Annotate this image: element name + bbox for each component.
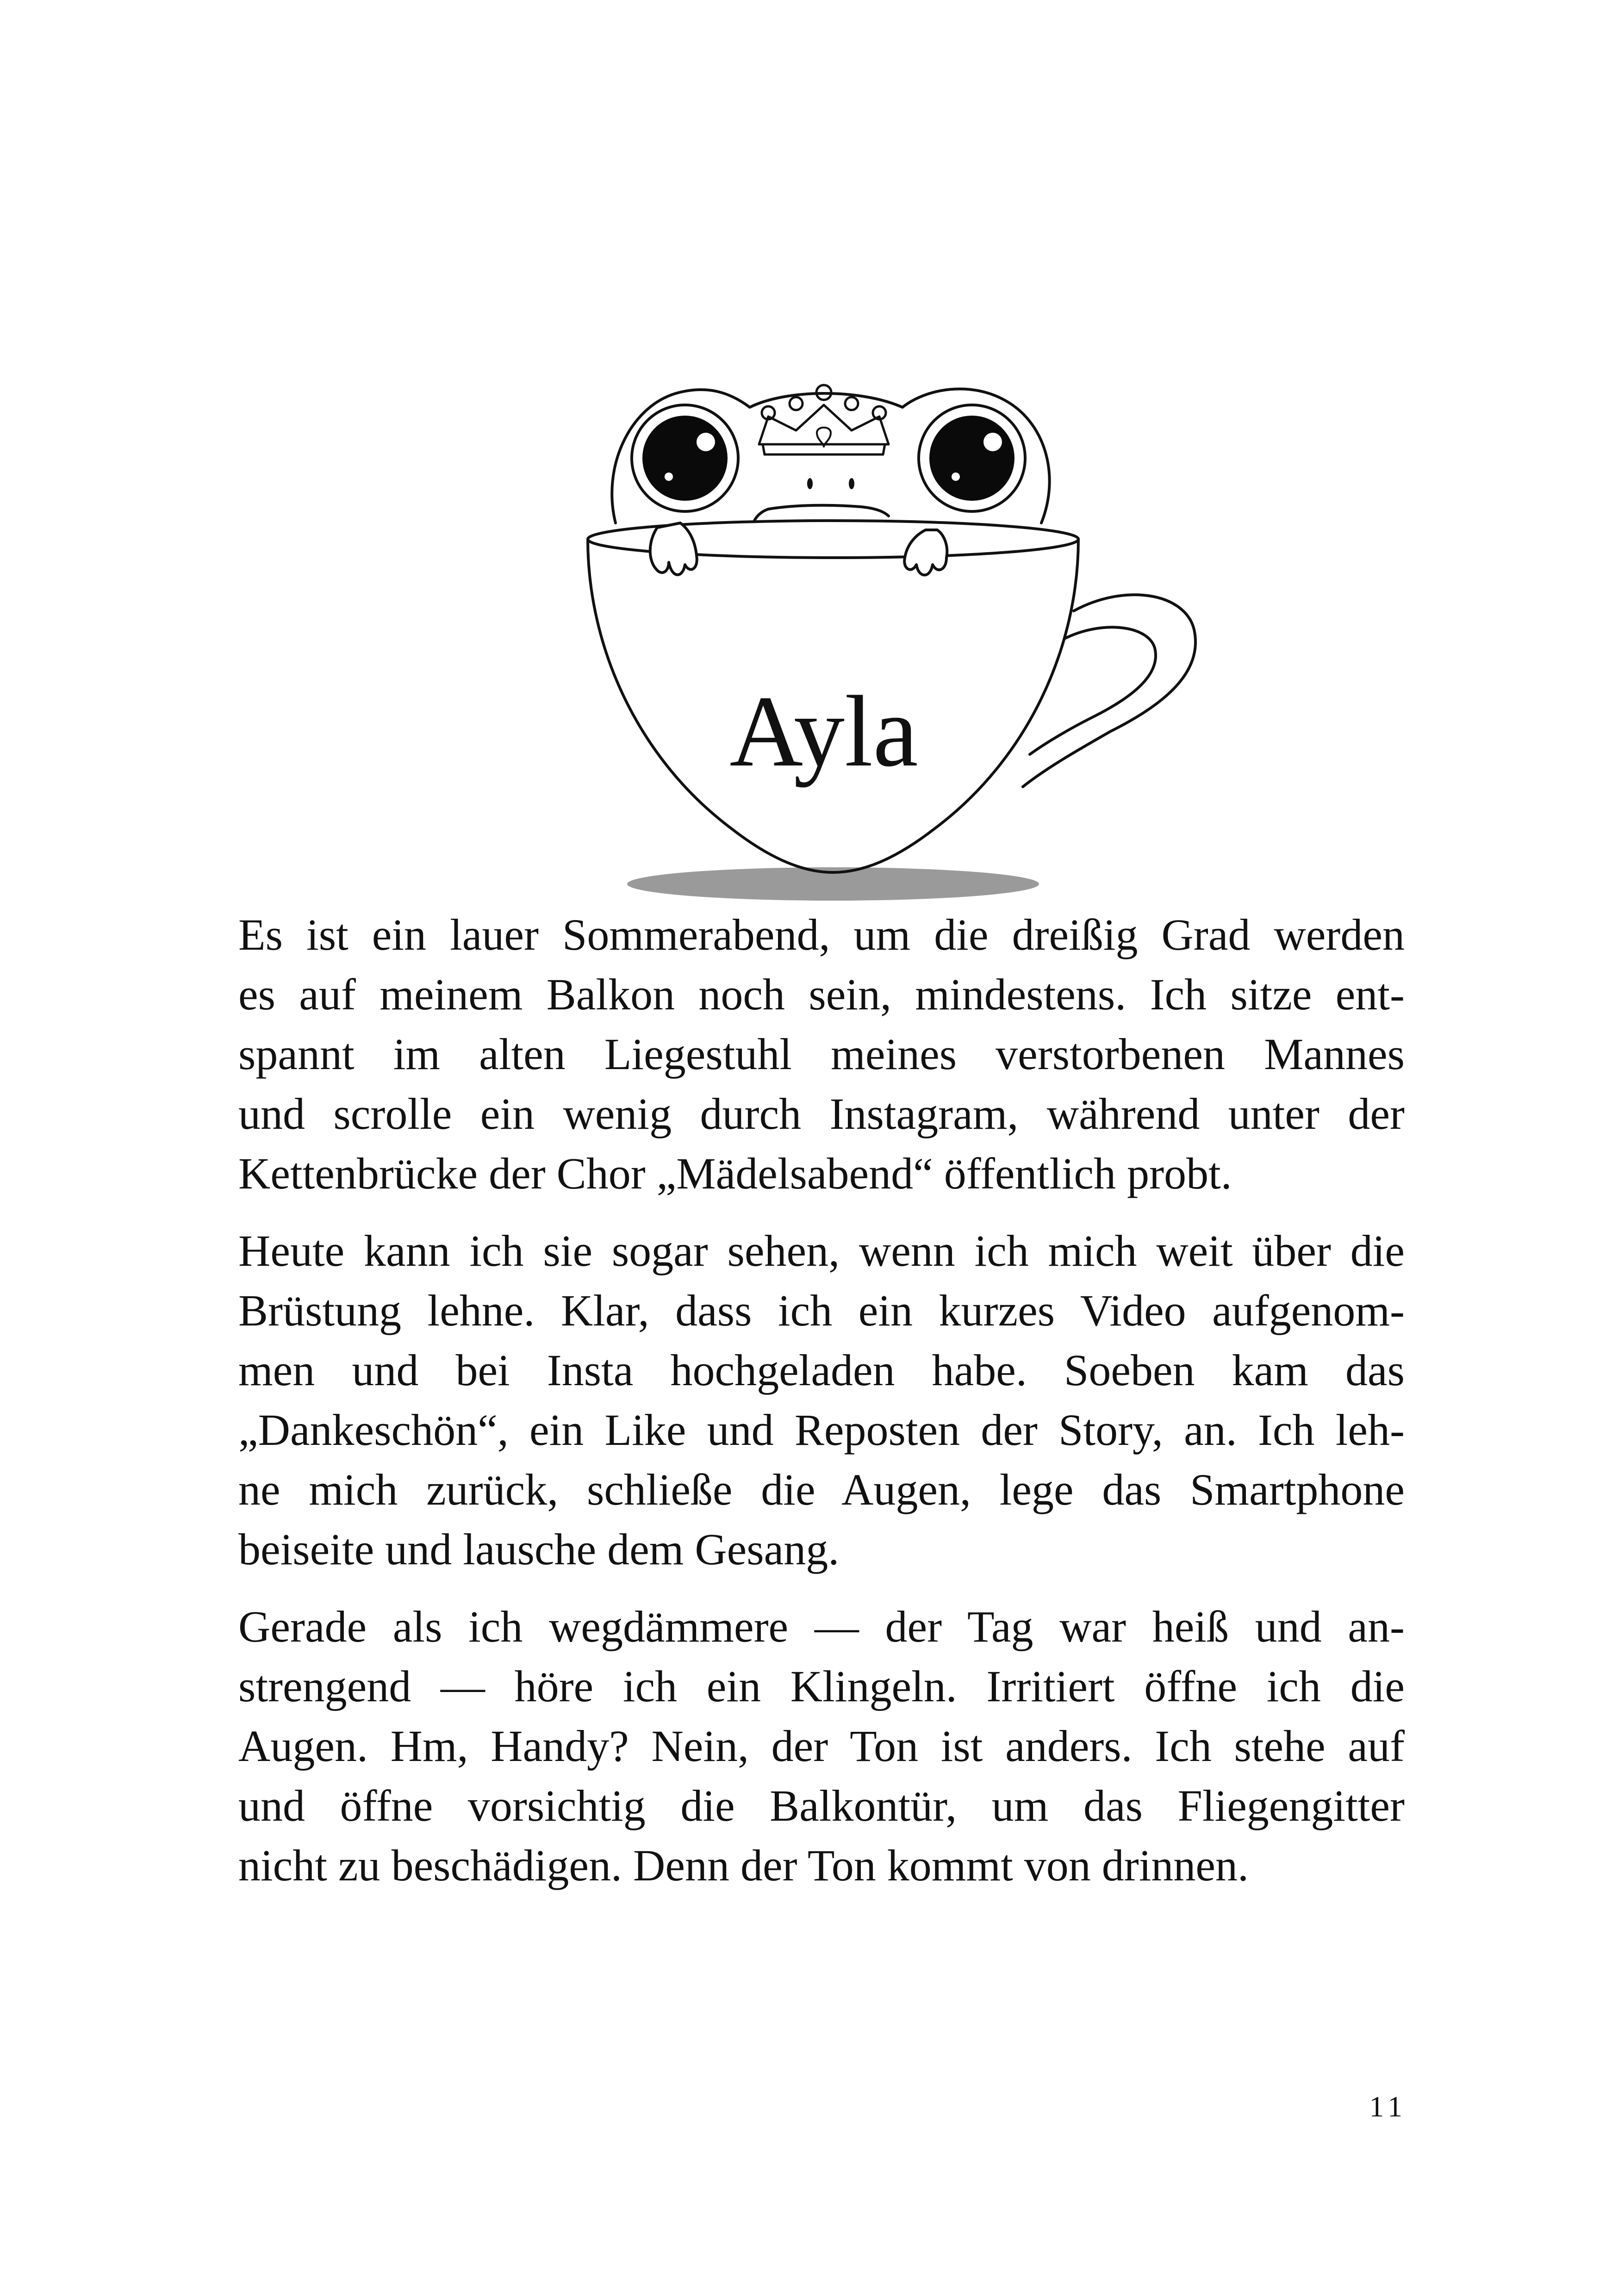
text-line: spannt im alten Liegestuhl meines verstorbenen Mannes [238,1029,1405,1079]
text-line: Es ist ein lauer Sommerabend, um die dreißig Grad werden [238,910,1405,959]
frog-left-hand [650,523,697,575]
cup-handle-inner [1030,627,1156,754]
left-eye-icon [642,416,728,501]
text-line: men und bei Insta hochgeladen habe. Soeben kam das [238,1345,1405,1395]
frog-mouth [768,505,889,516]
chapter-title: Ayla [729,675,918,788]
text-line: ne mich zurück, schließe die Augen, lege das Smartphone [238,1465,1405,1514]
text-line: beiseite und lausche dem Gesang. [238,1524,840,1574]
body-text [238,905,1405,1913]
page-number: 11 [1369,2090,1407,2123]
frog-in-teacup-illustration [509,352,1250,907]
paragraph [238,1597,1405,1895]
text-line: und scrolle ein wenig durch Instagram, während unter der [238,1089,1405,1139]
text-line: und öffne vorsichtig die Balkontür, um das Fliegengitter [238,1781,1405,1830]
text-line: nicht zu beschädigen. Denn der Ton kommt von drinnen. [238,1841,1249,1890]
text-line: „Dankeschön“, ein Like und Reposten der Story, an. Ich leh- [238,1405,1405,1455]
crown-icon [759,385,889,454]
text-line: Augen. Hm, Handy? Nein, der Ton ist anders. Ich stehe auf [238,1721,1405,1771]
right-eye-icon [929,416,1014,501]
paragraph [238,905,1405,1203]
text-line: es auf meinem Balkon noch sein, mindestens. Ich sitze ent- [238,970,1405,1019]
text-line: Brüstung lehne. Klar, dass ich ein kurzes Video aufgenom- [238,1286,1405,1335]
text-line: Gerade als ich wegdämmere — der Tag war heiß und an- [238,1602,1405,1651]
paragraph [238,1221,1405,1579]
frog-right-hand [904,530,947,575]
text-line: Heute kann ich sie sogar sehen, wenn ich mich weit über die [238,1226,1405,1276]
text-line: Kettenbrücke der Chor „Mädelsabend“ öffentlich probt. [238,1149,1232,1198]
cup-handle [1023,595,1195,787]
text-line: strengend — höre ich ein Klingeln. Irritiert öffne ich die [238,1661,1405,1711]
frog-mouth-corner-left [754,509,768,521]
